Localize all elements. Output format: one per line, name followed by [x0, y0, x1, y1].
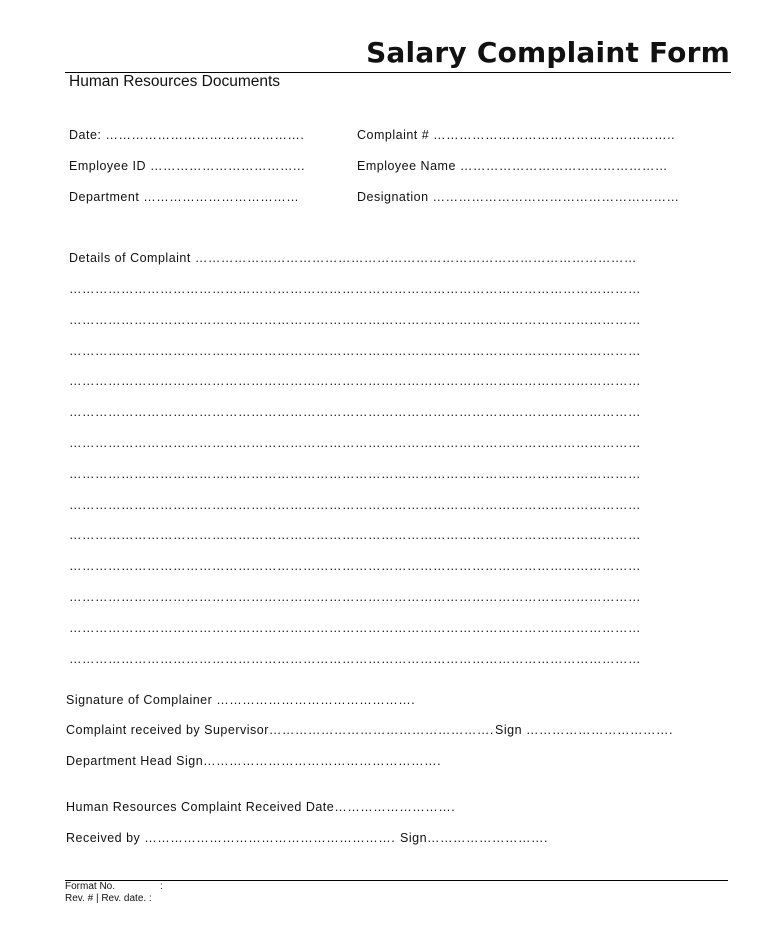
complaint-number-field[interactable]: Complaint # ………………………………………………..: [357, 128, 676, 142]
complaint-detail-line[interactable]: ……………………………………………………………………………………………………………………: [69, 590, 641, 604]
employee-id-field[interactable]: Employee ID ……………………………...: [69, 159, 305, 173]
form-title: Salary Complaint Form: [366, 36, 730, 69]
complaint-detail-line[interactable]: ……………………………………………………………………………………………………………………: [69, 405, 641, 420]
hr-received-date-field[interactable]: Human Resources Complaint Received Date……………………….: [66, 800, 456, 814]
complaint-detail-line[interactable]: ……………………………………………………………………………………………………………………: [69, 312, 641, 327]
complaint-detail-line[interactable]: ……………………………………………………………………………………………………………………: [69, 559, 641, 574]
designation-field[interactable]: Designation …………………………………………………: [357, 190, 680, 204]
complaint-detail-line[interactable]: ……………………………………………………………………………………………………………………: [69, 620, 641, 635]
date-field[interactable]: Date: ……………………………………….: [69, 128, 305, 142]
complaint-detail-line[interactable]: ……………………………………………………………………………………………………………………: [69, 282, 641, 296]
department-head-sign-field[interactable]: Department Head Sign……………………………………………….: [66, 754, 442, 768]
department-field[interactable]: Department ………………………………: [69, 190, 300, 204]
format-number-colon: :: [160, 881, 163, 892]
received-by-field[interactable]: Received by ………………………………………………….: [66, 831, 396, 845]
complaint-detail-line[interactable]: ……………………………………………………………………………………………………………………: [69, 651, 641, 666]
employee-name-field[interactable]: Employee Name …………………………………………: [357, 159, 668, 173]
complaint-detail-line[interactable]: ……………………………………………………………………………………………………………………: [69, 343, 641, 358]
revision-label: Rev. # | Rev. date. :: [65, 893, 152, 904]
received-sign-field[interactable]: Sign……………………….: [400, 831, 548, 845]
complaint-detail-line[interactable]: ……………………………………………………………………………………………………………………: [69, 466, 641, 481]
supervisor-sign-field[interactable]: Sign …………………………….: [495, 723, 673, 737]
complaint-detail-line[interactable]: ……………………………………………………………………………………………………………………: [69, 436, 641, 450]
format-number-label: Format No.: [65, 881, 116, 892]
complainer-signature-field[interactable]: Signature of Complainer ……………………………………….: [66, 693, 416, 707]
details-of-complaint-label[interactable]: Details of Complaint …………………………………………………………………………………………: [69, 251, 637, 265]
page-subtitle: Human Resources Documents: [69, 73, 281, 90]
complaint-detail-line[interactable]: ……………………………………………………………………………………………………………………: [69, 528, 641, 543]
footer-divider: [65, 880, 728, 881]
complaint-detail-line[interactable]: ……………………………………………………………………………………………………………………: [69, 497, 641, 512]
complaint-detail-line[interactable]: ……………………………………………………………………………………………………………………: [69, 374, 641, 389]
supervisor-received-field[interactable]: Complaint received by Supervisor…………………………………………….: [66, 723, 494, 737]
